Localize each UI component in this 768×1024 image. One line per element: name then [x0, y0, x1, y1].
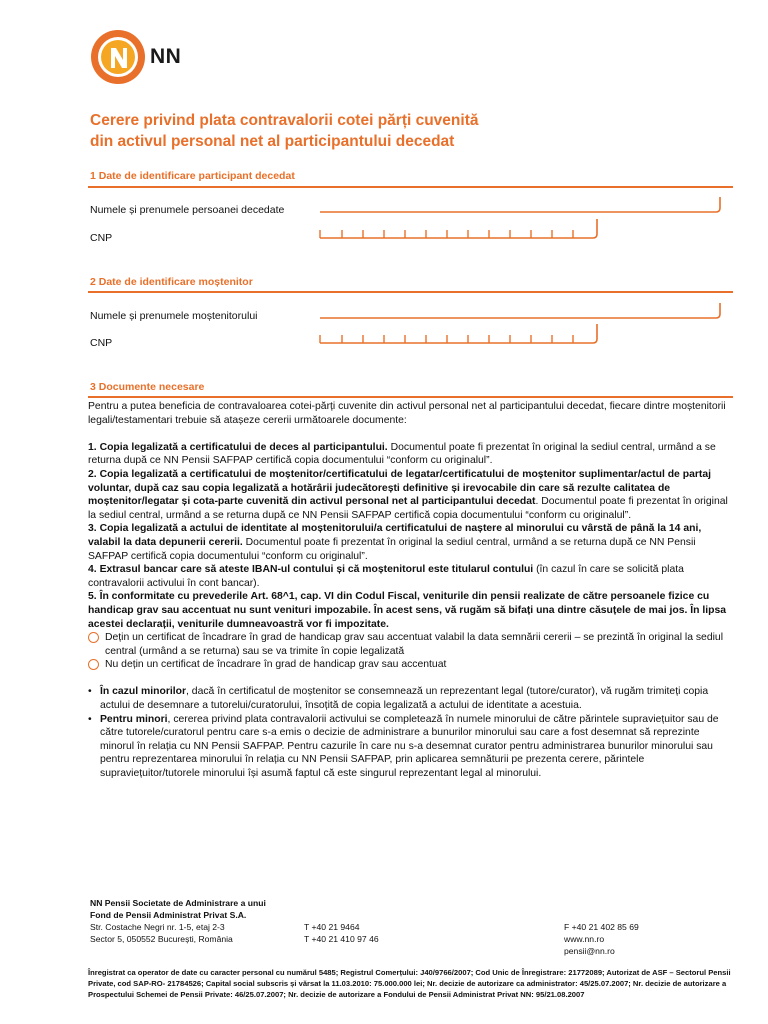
footer-phones: T +40 21 9464 T +40 21 410 97 46: [304, 922, 379, 944]
radio-circle-icon[interactable]: [88, 632, 99, 643]
document-item-3: 3. Copia legalizată a actului de identitate al moștenitorului/a certificatului de naștere al minorului cu vârstă de până la 14 ani, valabil la data depunerii cererii. Documentul poate fi prezentat în original la sediul central, urmând a se returna după ce NN Pensii SAFPAP certifică copia documentului “conform cu originalul”.: [88, 523, 702, 562]
title-line-1: Cerere privind plata contravalorii cotei părți cuvenită: [90, 112, 479, 129]
brand-name: NN: [150, 45, 182, 68]
documents-intro: Pentru a putea beneficia de contravaloarea cotei-părți cuvenite din activul personal net al participantului decedat, fiecare dintre moștenitorii legali/testamentari trebuie să atașeze cererii următoarele documente:: [88, 401, 726, 426]
footer-email-link[interactable]: pensii@nn.ro: [564, 946, 615, 956]
section1-heading: 1 Date de identificare participant decedat: [90, 170, 295, 182]
heir-cnp-label: CNP: [90, 337, 113, 349]
footer-contact: F +40 21 402 85 69 www.nn.ro pensii@nn.ro: [564, 922, 639, 956]
minors-note-1: • În cazul minorilor, dacă în certificatul de moștenitor se consemnează un reprezentant legal (tutore/curator), vă rugăm trimiteți copia actului de desemnare a tutorelui/curatorului, însoțită de copia legalizată a actului de identitate a acestuia.: [88, 686, 709, 712]
documents-body: [88, 400, 736, 781]
heir-name-field[interactable]: [318, 302, 723, 322]
handicap-option-yes[interactable]: [88, 631, 736, 658]
page-title: [90, 110, 478, 152]
document-item-5: 5. În conformitate cu prevederile Art. 68^1, cap. VI din Codul Fiscal, veniturile din pensii realizate de către persoanele fizice cu handicap grav sau accentuat nu sunt venituri impozabile. În acest sens, vă rugăm să bifați una dintre căsuțele de mai jos. În lipsa acestei declarații, veniturile dumneavoastră vor fi impozitate.: [88, 591, 727, 630]
footer-website-link[interactable]: www.nn.ro: [564, 934, 605, 944]
handicap-option-no[interactable]: [88, 658, 736, 672]
section3-heading: 3 Documente necesare: [90, 381, 205, 393]
minors-note-2: • Pentru minori, cererea privind plata contravalorii activului se completează în numele minorului de către părintele supraviețuitor sau de către tutorele/curatorul pentru care s-a emis o decizie de administrare a bunurilor minorului sau care a fost desemnat să reprezinte minorul în relația cu NN Pensii SAFPAP. Pentru cazurile în care nu s-a desemnat curator pentru administrarea bunurilor minorului sau pentru reprezentarea minorului în relația cu NN Pensii SAFPAP, prin aplicarea semnăturii pe prezenta cerere, părintele supraviețuitor/tutorele minorului își asumă faptul că este singurul reprezentant legal al minorului.: [88, 713, 719, 780]
handicap-option-yes-label: Dețin un certificat de încadrare în grad de handicap grav sau accentuat valabil la data semnării cererii – se prezintă în original la sediul central (urmând a se returna) sau se va trimite în copie legalizată: [105, 632, 724, 657]
section2-heading: 2 Date de identificare moștenitor: [90, 276, 253, 288]
deceased-cnp-label: CNP: [90, 232, 113, 244]
deceased-name-label: Numele și prenumele persoanei decedate: [90, 204, 285, 216]
deceased-cnp-field[interactable]: [318, 218, 603, 242]
radio-circle-icon[interactable]: [88, 659, 99, 670]
heir-name-label: Numele și prenumele moștenitorului: [90, 310, 258, 322]
footer-legal-text: Înregistrat ca operator de date cu caracter personal cu numărul 5485; Registrul Comerțului: J40/9766/2007; Cod Unic de Înregistrare: 21772089; Autorizat de ASF – Sectorul Pensii Private, cod SAP-RO- 21784526; Capital social subscris și vărsat la 11.03.2010: 75.000.000 lei; Nr. decizie de autorizare ca administrator: 45/25.07.2007; Nr. decizie de autorizare a Prospectului Schemei de Pensii Private: 46/25.07.2007; Nr. decizie de autorizare a Fondului de Pensii Administrat Privat NN: 95/21.08.2007: [88, 968, 731, 999]
footer-company: NN Pensii Societate de Administrare a unui Fond de Pensii Administrat Privat S.A. Str. Costache Negri nr. 1-5, etaj 2-3 Sector 5, 050552 București, România: [90, 898, 266, 944]
section2-divider: [88, 291, 733, 293]
nn-lion-logo-icon: [89, 28, 147, 86]
document-item-4: 4. Extrasul bancar care să ateste IBAN-ul contului și că moștenitorul este titularul contului (în cazul în care se solicită plata contravalorii activului în cont bancar).: [88, 564, 684, 589]
heir-cnp-field[interactable]: [318, 323, 603, 347]
section3-divider: [88, 396, 733, 398]
handicap-option-no-label: Nu dețin un certificat de încadrare în grad de handicap grav sau accentuat: [105, 659, 447, 671]
section1-divider: [88, 186, 733, 188]
document-item-1: 1. Copia legalizată a certificatului de deces al participantului. Documentul poate fi prezentat în original la sediul central, urmând a se returna după ce NN Pensii SAFPAP certifică copia documentului “conform cu originalul”.: [88, 441, 716, 467]
deceased-name-field[interactable]: [318, 196, 723, 216]
title-line-2: din activul personal net al participantului decedat: [90, 133, 455, 150]
document-item-2: 2. Copia legalizată a certificatului de moștenitor/certificatului de legatar/certificatului de moștenitor suplimentar/actul de partaj voluntar, după caz sau copia legalizată a hotărârii judecătorești definitive și irevocabile din care să rezulte calitatea de moștenitor/legatar și cota-parte cuvenită din activul personal net al participantului decedat. Documentul poate fi prezentat în original la sediul central, urmând a se returna după ce NN Pensii SAFPAP certifică copia documentului “conform cu originalul”.: [88, 468, 728, 521]
